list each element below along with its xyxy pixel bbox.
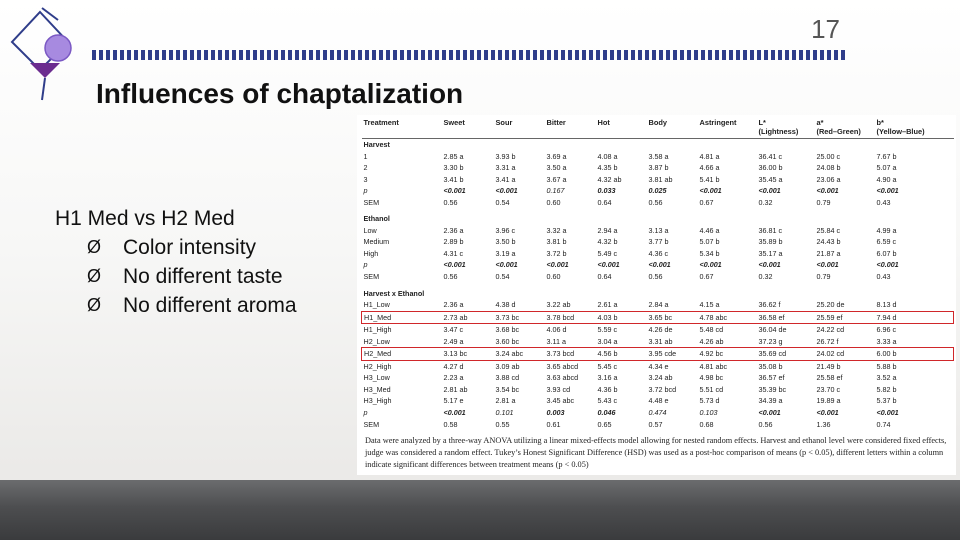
table-cell: 34.39 a	[758, 396, 783, 406]
table-cell: 2.49 a	[443, 336, 464, 346]
table-cell: 5.07 b	[699, 237, 720, 247]
table-cell: 0.56	[443, 197, 458, 207]
slide-title: Influences of chaptalization	[96, 78, 464, 109]
table-cell: 3.81 b	[546, 237, 567, 247]
table-cell: 35.08 b	[758, 361, 783, 371]
table-cell: 3.78 bcd	[545, 311, 596, 324]
table-cell: 5.41 b	[699, 174, 720, 184]
table-cell: 0.61	[546, 419, 561, 429]
table-cell: 4.46 a	[699, 225, 720, 235]
table-cell: 4.36 b	[597, 384, 618, 394]
column-header: Sweet	[442, 119, 494, 139]
table-cell: 6.07 b	[876, 248, 897, 258]
column-header: Astringent	[698, 119, 757, 139]
section-title-row	[362, 139, 954, 151]
table-cell: 25.00 c	[816, 151, 841, 161]
table-cell: 3.09 ab	[495, 361, 520, 371]
table-cell: 8.13 d	[876, 300, 897, 310]
table-cell: <0.001	[546, 260, 569, 270]
table-cell: 4.81 abc	[699, 361, 728, 371]
table-cell: 36.57 ef	[758, 373, 785, 383]
table-cell: 5.73 d	[699, 396, 720, 406]
row-label: H2_High	[363, 361, 392, 371]
table-cell: <0.001	[648, 260, 671, 270]
table-cell: 0.167	[546, 186, 565, 196]
table-cell: 5.34 b	[699, 248, 720, 258]
table-cell: 4.48 e	[648, 396, 669, 406]
table-cell: 36.58 ef	[757, 311, 815, 324]
table-cell: 24.08 b	[816, 163, 841, 173]
table-cell: <0.001	[443, 186, 466, 196]
table-cell: 0.033	[597, 186, 616, 196]
arrow-bullet-icon: Ø	[87, 295, 102, 315]
table-cell: 4.35 b	[597, 163, 618, 173]
table-cell: 5.17 e	[443, 396, 464, 406]
table-cell: 35.45 a	[758, 174, 783, 184]
table-cell: 24.22 cd	[816, 325, 845, 335]
table-row	[362, 299, 954, 311]
table-cell: <0.001	[816, 408, 839, 418]
column-header: Body	[647, 119, 698, 139]
table-cell: 0.32	[758, 272, 773, 282]
row-label: H1_High	[363, 325, 392, 335]
table-row	[362, 372, 954, 384]
highlighted-row	[362, 311, 954, 324]
table-row	[362, 384, 954, 396]
table-row	[362, 236, 954, 248]
table-cell: 1.36	[816, 419, 831, 429]
table-row	[362, 407, 954, 419]
table-cell: 3.33 a	[876, 336, 897, 346]
table-cell: 2.23 a	[443, 373, 464, 383]
table-cell: 4.36 c	[648, 248, 669, 258]
table-cell: <0.001	[758, 260, 781, 270]
table-cell: 0.64	[597, 272, 612, 282]
table-cell: 0.101	[495, 408, 514, 418]
row-label: Medium	[363, 237, 390, 247]
table-row	[362, 360, 954, 372]
table-cell: 23.70 c	[816, 384, 841, 394]
table-cell: 3.13 a	[648, 225, 669, 235]
table-cell: 5.49 c	[597, 248, 618, 258]
row-label: p	[363, 408, 368, 418]
table-cell: 3.73 bc	[494, 311, 545, 324]
table-cell: 36.81 c	[758, 225, 783, 235]
table-cell: 3.41 b	[443, 174, 464, 184]
table-cell: 3.95 cde	[647, 348, 698, 361]
table-cell: 0.68	[699, 419, 714, 429]
table-cell: 24.43 b	[816, 237, 841, 247]
table-cell: 0.56	[648, 272, 663, 282]
table-cell: 0.56	[648, 197, 663, 207]
table-row	[362, 174, 954, 186]
table-cell: 4.81 a	[699, 151, 720, 161]
table-cell: 0.025	[648, 186, 667, 196]
table-cell: 4.26 ab	[699, 336, 724, 346]
table-row	[362, 248, 954, 260]
arrow-bullet-icon: Ø	[87, 237, 102, 257]
row-label: Low	[363, 225, 377, 235]
table-cell: 0.43	[876, 272, 891, 282]
bullet-text: No different aroma	[123, 294, 297, 317]
table-cell: 5.07 a	[876, 163, 897, 173]
table-cell: <0.001	[816, 260, 839, 270]
column-header: Sour	[494, 119, 545, 139]
table-cell: 7.94 d	[875, 311, 954, 324]
table-cell: 4.15 a	[699, 300, 720, 310]
table-cell: 0.79	[816, 197, 831, 207]
table-cell: 25.59 ef	[815, 311, 875, 324]
table-cell: 4.27 d	[443, 361, 464, 371]
bullet-item	[55, 262, 297, 291]
table-cell: 4.78 abc	[698, 311, 757, 324]
table-cell: 0.474	[648, 408, 667, 418]
table-cell: 0.003	[546, 408, 565, 418]
table-cell: 25.20 de	[816, 300, 845, 310]
table-cell: 3.69 a	[546, 151, 567, 161]
table-cell: <0.001	[699, 186, 722, 196]
table-cell: 3.65 bc	[647, 311, 698, 324]
table-cell: 25.84 c	[816, 225, 841, 235]
table-cell: 21.49 b	[816, 361, 841, 371]
table-cell: 26.72 f	[816, 336, 839, 346]
table-cell: 3.45 abc	[546, 396, 575, 406]
table-cell: 4.56 b	[596, 348, 647, 361]
table-cell: 35.17 a	[758, 248, 783, 258]
column-header: Hot	[596, 119, 647, 139]
table-cell: <0.001	[699, 260, 722, 270]
table-cell: 0.046	[597, 408, 616, 418]
table-cell: 0.60	[546, 197, 561, 207]
table-cell: 35.39 bc	[758, 384, 787, 394]
table-cell: 7.67 b	[876, 151, 897, 161]
table-row	[362, 419, 954, 431]
table-cell: 2.61 a	[597, 300, 618, 310]
table-cell: 2.36 a	[443, 300, 464, 310]
table-cell: 0.56	[758, 419, 773, 429]
table-cell: 4.26 de	[648, 325, 673, 335]
table-cell: 3.16 a	[597, 373, 618, 383]
column-header: L* (Lightness)	[757, 119, 815, 139]
results-table-image	[357, 115, 956, 475]
table-cell: 3.41 a	[495, 174, 516, 184]
table-cell: 3.67 a	[546, 174, 567, 184]
bullet-list	[55, 204, 297, 320]
table-cell: 4.08 a	[597, 151, 618, 161]
table-cell: 3.93 b	[495, 151, 516, 161]
table-body	[362, 139, 954, 431]
table-cell: 4.32 ab	[597, 174, 622, 184]
table-cell: 25.58 ef	[816, 373, 843, 383]
table-cell: 4.92 bc	[698, 348, 757, 361]
table-cell: 3.47 c	[443, 325, 464, 335]
row-label: 1	[363, 151, 368, 161]
table-cell: 3.32 a	[546, 225, 567, 235]
section-title: Harvest x Ethanol	[363, 288, 425, 298]
table-cell: 24.02 cd	[815, 348, 875, 361]
table-cell: 0.43	[876, 197, 891, 207]
table-cell: 0.65	[597, 419, 612, 429]
table-cell: 3.22 ab	[546, 300, 571, 310]
table-cell: 4.32 b	[597, 237, 618, 247]
section-title-row	[362, 288, 954, 300]
table-row	[362, 395, 954, 407]
table-row	[362, 271, 954, 283]
row-label: 3	[363, 174, 368, 184]
table-cell: 3.88 cd	[495, 373, 520, 383]
table-cell: 0.67	[699, 272, 714, 282]
table-cell: <0.001	[443, 408, 466, 418]
table-row	[362, 162, 954, 174]
table-cell: <0.001	[758, 408, 781, 418]
table-cell: 3.04 a	[597, 336, 618, 346]
table-cell: 21.87 a	[816, 248, 841, 258]
table-row	[362, 225, 954, 237]
table-cell: <0.001	[876, 186, 899, 196]
section-title-row	[362, 213, 954, 225]
table-cell: 3.65 abcd	[546, 361, 579, 371]
table-cell: 2.36 a	[443, 225, 464, 235]
table-cell: 3.58 a	[648, 151, 669, 161]
table-cell: 4.31 c	[443, 248, 464, 258]
table-cell: 3.52 a	[876, 373, 897, 383]
title-divider-bar	[92, 50, 846, 60]
table-cell: 5.37 b	[876, 396, 897, 406]
row-label: p	[363, 260, 368, 270]
row-label: H1_Low	[363, 300, 390, 310]
table-cell: 4.98 bc	[699, 373, 724, 383]
table-cell: 3.73 bcd	[545, 348, 596, 361]
row-label: H2_Low	[363, 336, 390, 346]
table-cell: 0.32	[758, 197, 773, 207]
row-label: SEM	[363, 419, 380, 429]
table-cell: 0.58	[443, 419, 458, 429]
arrow-bullet-icon: Ø	[87, 266, 102, 286]
table-cell: 3.72 bcd	[648, 384, 677, 394]
table-cell: 23.06 a	[816, 174, 841, 184]
table-cell: 4.06 d	[546, 325, 567, 335]
table-cell: 36.41 c	[758, 151, 783, 161]
table-cell: 3.24 ab	[648, 373, 673, 383]
table-cell: 3.81 ab	[648, 174, 673, 184]
table-cell: 0.57	[648, 419, 663, 429]
table-cell: 0.54	[495, 272, 510, 282]
table-row	[362, 151, 954, 163]
table-cell: 3.24 abc	[494, 348, 545, 361]
table-cell: 3.31 ab	[648, 336, 673, 346]
bullet-lead: H1 Med vs H2 Med	[55, 207, 235, 230]
table-cell: 3.60 bc	[495, 336, 520, 346]
table-cell: 5.88 b	[876, 361, 897, 371]
row-label: H3_High	[363, 396, 392, 406]
table-cell: 6.59 c	[876, 237, 897, 247]
bullet-text: Color intensity	[123, 236, 257, 259]
table-cell: 36.62 f	[758, 300, 781, 310]
column-header: Bitter	[545, 119, 596, 139]
table-cell: 19.89 a	[816, 396, 841, 406]
table-cell: 0.64	[597, 197, 612, 207]
table-cell: 2.84 a	[648, 300, 669, 310]
table-cell: 3.72 b	[546, 248, 567, 258]
table-cell: 4.34 e	[648, 361, 669, 371]
results-table	[361, 119, 954, 430]
table-cell: 5.48 cd	[699, 325, 724, 335]
row-label: SEM	[363, 197, 380, 207]
row-label: SEM	[363, 272, 380, 282]
section-title: Ethanol	[363, 214, 390, 224]
table-cell: 36.00 b	[758, 163, 783, 173]
row-label: 2	[363, 163, 368, 173]
table-cell: 0.55	[495, 419, 510, 429]
table-cell: <0.001	[495, 186, 518, 196]
table-cell: 3.50 b	[495, 237, 516, 247]
table-cell: 2.81 ab	[443, 384, 468, 394]
table-cell: 2.81 a	[495, 396, 516, 406]
column-header: b* (Yellow–Blue)	[875, 119, 954, 139]
table-row	[362, 185, 954, 197]
table-row	[362, 259, 954, 271]
table-cell: 2.89 b	[443, 237, 464, 247]
table-cell: 36.04 de	[758, 325, 787, 335]
bullet-item	[55, 291, 297, 320]
table-cell: 3.77 b	[648, 237, 669, 247]
highlighted-row	[362, 348, 954, 361]
table-cell: 4.38 d	[495, 300, 516, 310]
table-cell: 3.13 bc	[442, 348, 494, 361]
row-label: H1_Med	[362, 311, 442, 324]
table-cell: 3.31 a	[495, 163, 516, 173]
table-header-row	[362, 119, 954, 139]
table-cell: 35.89 b	[758, 237, 783, 247]
table-cell: <0.001	[758, 186, 781, 196]
table-cell: 0.54	[495, 197, 510, 207]
row-label: H3_Low	[363, 373, 390, 383]
table-cell: 5.45 c	[597, 361, 618, 371]
bullet-text: No different taste	[123, 265, 283, 288]
table-cell: 2.73 ab	[442, 311, 494, 324]
table-cell: 3.63 abcd	[546, 373, 579, 383]
table-cell: <0.001	[816, 186, 839, 196]
table-cell: <0.001	[597, 260, 620, 270]
table-cell: 5.51 cd	[699, 384, 724, 394]
table-cell: 2.94 a	[597, 225, 618, 235]
table-cell: <0.001	[876, 260, 899, 270]
table-cell: 6.96 c	[876, 325, 897, 335]
table-cell: <0.001	[876, 408, 899, 418]
table-cell: <0.001	[495, 260, 518, 270]
table-cell: 3.54 bc	[495, 384, 520, 394]
row-label: H3_Med	[363, 384, 391, 394]
table-cell: 3.30 b	[443, 163, 464, 173]
table-row	[362, 336, 954, 348]
table-cell: 5.82 b	[876, 384, 897, 394]
table-cell: 0.103	[699, 408, 718, 418]
page-number: 17	[811, 14, 840, 44]
column-header: a* (Red–Green)	[815, 119, 875, 139]
table-cell: 2.85 a	[443, 151, 464, 161]
table-cell: 0.79	[816, 272, 831, 282]
table-cell: 4.03 b	[596, 311, 647, 324]
table-cell: 0.67	[699, 197, 714, 207]
table-row	[362, 324, 954, 336]
table-cell: 0.74	[876, 419, 891, 429]
table-cell: 5.43 c	[597, 396, 618, 406]
floor-background	[0, 480, 960, 540]
table-cell: 4.90 a	[876, 174, 897, 184]
table-cell: 0.60	[546, 272, 561, 282]
row-label: p	[363, 186, 368, 196]
row-label: High	[363, 248, 379, 258]
table-cell: 3.19 a	[495, 248, 516, 258]
table-footnote: Data were analyzed by a three-way ANOVA utilizing a linear mixed-effects model allowing for nested random effects. Harvest and ethanol level were considered fixed effects, judge was considered a random effect. Tukey’s Honest Significant Difference (HSD) was used as a post-hoc comparison of means (p < 0.05), different letters within a column indicate significant differences between treatment means (p < 0.05)	[365, 436, 947, 469]
table-cell: 3.68 bc	[495, 325, 520, 335]
table-cell: 35.69 cd	[757, 348, 815, 361]
table-cell: 5.59 c	[597, 325, 618, 335]
column-header: Treatment	[362, 119, 442, 139]
row-label: H2_Med	[362, 348, 442, 361]
logo-icon	[0, 0, 90, 110]
table-cell: 3.87 b	[648, 163, 669, 173]
table-cell: <0.001	[443, 260, 466, 270]
table-cell: 3.11 a	[546, 336, 566, 346]
table-cell: 4.99 a	[876, 225, 897, 235]
section-title: Harvest	[363, 140, 390, 149]
table-cell: 0.56	[443, 272, 458, 282]
table-cell: 37.23 g	[758, 336, 783, 346]
table-cell: 3.50 a	[546, 163, 567, 173]
table-row	[362, 197, 954, 209]
table-cell: 6.00 b	[875, 348, 954, 361]
bullet-item	[55, 233, 297, 262]
table-cell: 3.93 cd	[546, 384, 571, 394]
table-cell: 3.96 c	[495, 225, 516, 235]
table-cell: 4.66 a	[699, 163, 720, 173]
